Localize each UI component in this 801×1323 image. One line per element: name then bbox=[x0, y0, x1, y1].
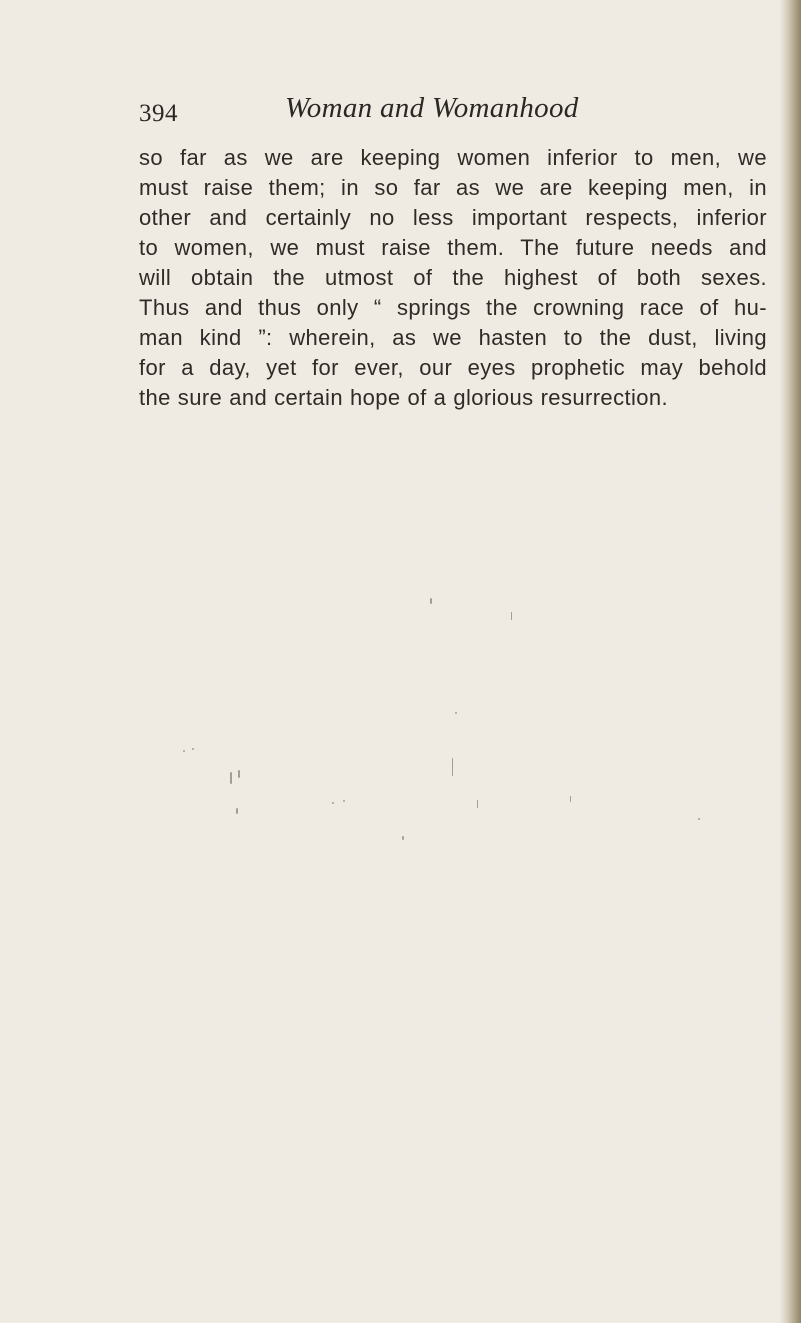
text-line: Thus and thus only “ springs the crowning race of hu- bbox=[139, 295, 767, 320]
text-line: to women, we must raise them. The future needs and bbox=[139, 235, 767, 260]
paper-speck bbox=[343, 800, 345, 802]
paper-speck bbox=[455, 712, 457, 714]
paper-speck bbox=[477, 800, 478, 808]
paper-speck bbox=[230, 772, 232, 784]
paper-speck bbox=[402, 836, 404, 840]
page-header bbox=[139, 92, 767, 132]
body-paragraph bbox=[139, 143, 767, 413]
text-line: the sure and certain hope of a glorious resurrection. bbox=[139, 385, 669, 410]
paper-speck bbox=[238, 770, 240, 778]
paper-speck bbox=[236, 808, 238, 814]
paper-speck bbox=[183, 750, 185, 752]
paper-speck bbox=[570, 796, 571, 802]
text-line: so far as we are keeping women inferior to men, we bbox=[139, 145, 767, 170]
paper-speck bbox=[332, 802, 334, 804]
paper-speck bbox=[698, 818, 700, 820]
page-edge-shadow bbox=[779, 0, 801, 1323]
paper-speck bbox=[192, 748, 194, 750]
running-title: Woman and Womanhood bbox=[285, 92, 579, 124]
text-line: for a day, yet for ever, our eyes prophetic may behold bbox=[139, 355, 767, 380]
paper-speck bbox=[511, 612, 512, 620]
paper-speck bbox=[430, 598, 432, 604]
text-line: must raise them; in so far as we are keeping men, in bbox=[139, 175, 767, 200]
paper-speck bbox=[452, 758, 453, 776]
text-line: man kind ”: wherein, as we hasten to the dust, living bbox=[139, 325, 767, 350]
text-line: will obtain the utmost of the highest of both sexes. bbox=[139, 265, 767, 290]
text-line: other and certainly no less important respects, inferior bbox=[139, 205, 767, 230]
page-number: 394 bbox=[139, 100, 178, 127]
